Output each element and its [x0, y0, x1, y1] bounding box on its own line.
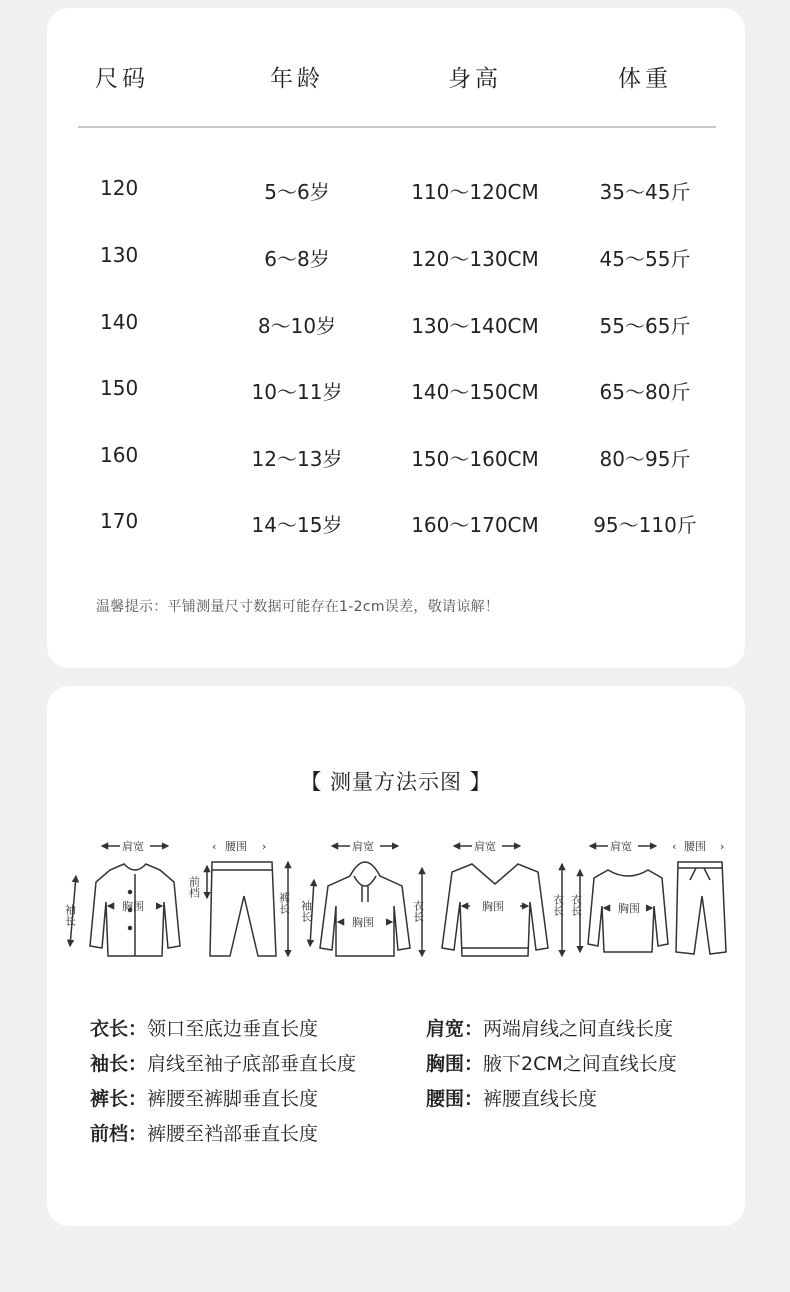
- header-weight: 体重: [618, 66, 672, 92]
- cell-age: 5～6岁: [264, 180, 330, 204]
- svg-text:›: ›: [720, 840, 725, 853]
- label-waist: 腰围: [225, 840, 247, 853]
- label-sleeve-2: 袖长: [299, 900, 313, 922]
- label-length-3: 衣长: [569, 894, 583, 916]
- label-length: 衣长: [411, 900, 425, 922]
- definition-text: 腋下2CM之间直线长度: [483, 1053, 677, 1075]
- table-row: [47, 310, 745, 342]
- cell-weight: 80～95斤: [599, 447, 691, 471]
- cell-height: 120～130CM: [411, 247, 539, 271]
- header-age: 年龄: [270, 66, 324, 92]
- cell-age: 6～8岁: [264, 247, 330, 271]
- table-row: [47, 376, 745, 408]
- label-shoulder-4: 肩宽: [610, 840, 632, 853]
- cell-height: 130～140CM: [411, 314, 539, 338]
- pants-icon: [188, 840, 291, 956]
- cell-weight: 35～45斤: [599, 180, 691, 204]
- svg-text:›: ›: [262, 840, 267, 853]
- garment-diagrams-svg: [62, 836, 732, 976]
- section-title: 【 测量方法示图 】: [300, 770, 492, 794]
- cell-height: 160～170CM: [411, 513, 539, 537]
- cell-size: 170: [100, 509, 139, 533]
- definition-key: 前档：: [90, 1123, 148, 1145]
- cell-weight: 55～65斤: [599, 314, 691, 338]
- cell-weight: 95～110斤: [593, 513, 697, 537]
- label-length-2: 衣长: [551, 894, 565, 916]
- hoodie-icon: [300, 839, 425, 956]
- cell-height: 110～120CM: [411, 180, 539, 204]
- table-row: [47, 243, 745, 275]
- label-front-rise: 前档: [187, 876, 201, 898]
- cell-height: 140～150CM: [411, 380, 539, 404]
- svg-text:‹: ‹: [212, 840, 217, 853]
- definition-key: 胸围：: [426, 1053, 484, 1075]
- tracksuit-icon: [570, 839, 733, 954]
- definition-item: [90, 1049, 356, 1076]
- sweater-icon: [442, 839, 565, 956]
- definition-key: 袖长：: [90, 1053, 148, 1075]
- label-chest: 胸围: [122, 900, 144, 913]
- svg-text:‹: ‹: [672, 840, 677, 853]
- header-divider: [78, 126, 716, 128]
- measurement-tip: 温馨提示：平铺测量尺寸数据可能存在1-2cm误差，敬请谅解！: [96, 599, 500, 615]
- definition-key: 裤长：: [90, 1088, 148, 1110]
- definition-item: [90, 1014, 318, 1041]
- definition-item: [90, 1119, 318, 1146]
- definition-key: 腰围：: [426, 1088, 484, 1110]
- cell-size: 150: [100, 376, 139, 400]
- definition-key: 肩宽：: [426, 1018, 484, 1040]
- cell-size: 130: [100, 243, 139, 267]
- label-shoulder: 肩宽: [122, 840, 144, 853]
- label-shoulder-3: 肩宽: [474, 840, 496, 853]
- definition-text: 裤腰直线长度: [483, 1088, 598, 1110]
- definition-item: [426, 1014, 673, 1041]
- table-row: [47, 509, 745, 541]
- definition-text: 裤腰至裆部垂直长度: [147, 1123, 319, 1145]
- table-row: [47, 176, 745, 208]
- definition-key: 衣长：: [90, 1018, 148, 1040]
- label-sleeve: 袖长: [63, 904, 77, 926]
- header-height: 身高: [448, 66, 502, 92]
- header-size: 尺码: [95, 66, 149, 92]
- definition-item: [426, 1084, 597, 1111]
- label-chest-3: 胸围: [482, 900, 504, 913]
- cell-age: 10～11岁: [251, 380, 343, 404]
- measure-method-card: [47, 686, 745, 1226]
- label-shoulder-2: 肩宽: [352, 840, 374, 853]
- definition-text: 裤腰至裤脚垂直长度: [147, 1088, 319, 1110]
- definition-item: [426, 1049, 677, 1076]
- cell-age: 8～10岁: [257, 314, 337, 338]
- table-header: [47, 60, 745, 100]
- measure-diagrams: [62, 836, 732, 976]
- cell-height: 150～160CM: [411, 447, 539, 471]
- table-row: [47, 443, 745, 475]
- definition-item: [90, 1084, 318, 1111]
- label-waist-2: 腰围: [684, 840, 706, 853]
- label-chest-4: 胸围: [618, 902, 640, 915]
- cell-weight: 65～80斤: [599, 380, 691, 404]
- cell-age: 14～15岁: [251, 513, 343, 537]
- definition-text: 两端肩线之间直线长度: [483, 1018, 674, 1040]
- definition-text: 肩线至袖子底部垂直长度: [147, 1053, 357, 1075]
- label-chest-2: 胸围: [352, 916, 374, 929]
- label-pants-length: 裤长: [277, 892, 291, 914]
- cell-size: 140: [100, 310, 139, 334]
- cell-age: 12～13岁: [251, 447, 343, 471]
- cell-size: 160: [100, 443, 139, 467]
- cell-size: 120: [100, 176, 139, 200]
- definition-text: 领口至底边垂直长度: [147, 1018, 319, 1040]
- cell-weight: 45～55斤: [599, 247, 691, 271]
- size-chart-card: [47, 8, 745, 668]
- jacket-icon: [64, 839, 181, 956]
